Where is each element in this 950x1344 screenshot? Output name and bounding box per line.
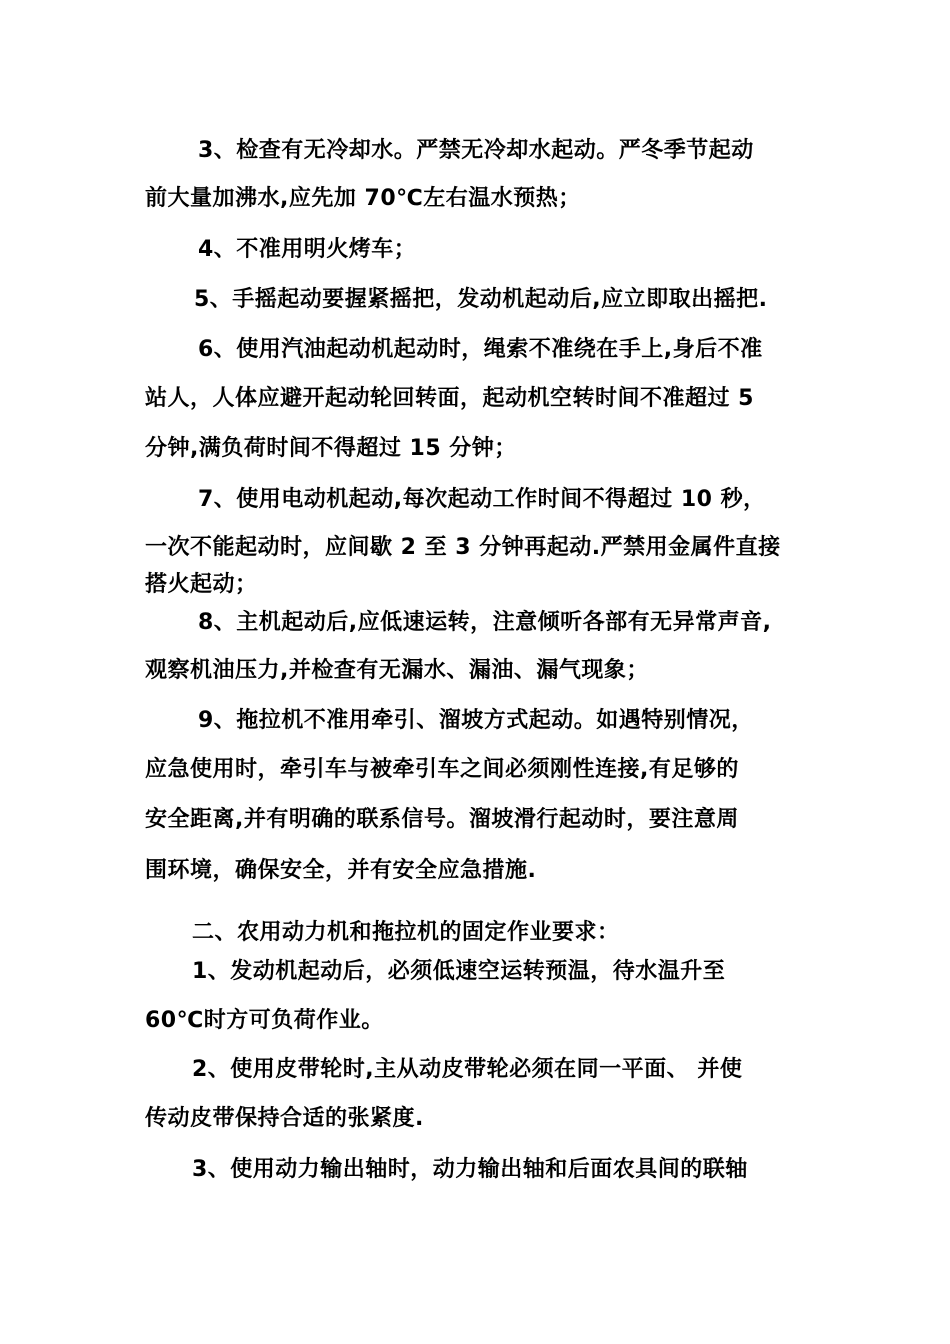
text-line: 观察机油压力,并检查有无漏水、漏油、漏气现象； xyxy=(145,658,649,683)
text-line: 站人，人体应避开起动轮回转面，起动机空转时间不准超过 5 xyxy=(145,386,754,411)
text-line: 安全距离,并有明确的联系信号。溜坡滑行起动时，要注意周 xyxy=(145,807,739,832)
text-line: 3、检查有无冷却水。严禁无冷却水起动。严冬季节起动 xyxy=(198,138,754,163)
text-line: 传动皮带保持合适的张紧度. xyxy=(145,1106,424,1131)
text-line: 前大量加沸水,应先加 70℃左右温水预热； xyxy=(145,186,581,211)
text-line: 分钟,满负荷时间不得超过 15 分钟； xyxy=(145,436,517,461)
text-line: 4、不准用明火烤车； xyxy=(198,237,417,262)
text-line: 围环境，确保安全，并有安全应急措施. xyxy=(145,858,537,883)
text-line: 60℃时方可负荷作业。 xyxy=(145,1008,384,1033)
text-line: 3、使用动力输出轴时，动力输出轴和后面农具间的联轴 xyxy=(192,1157,748,1182)
section-heading: 二、农用动力机和拖拉机的固定作业要求： xyxy=(192,920,620,945)
text-line: 1、发动机起动后，必须低速空运转预温，待水温升至 xyxy=(192,959,726,984)
text-line: 7、使用电动机起动,每次起动工作时间不得超过 10 秒， xyxy=(198,487,766,512)
text-line: 9、拖拉机不准用牵引、溜坡方式起动。如遇特别情况， xyxy=(198,708,754,733)
text-line: 2、使用皮带轮时,主从动皮带轮必须在同一平面、 并使 xyxy=(192,1057,743,1082)
text-line: 应急使用时，牵引车与被牵引车之间必须刚性连接,有足够的 xyxy=(145,757,739,782)
text-line: 搭火起动； xyxy=(145,572,258,597)
text-line: 6、使用汽油起动机起动时，绳索不准绕在手上,身后不准 xyxy=(198,337,763,362)
text-line: 一次不能起动时，应间歇 2 至 3 分钟再起动.严禁用金属件直接 xyxy=(145,535,781,560)
text-line: 8、主机起动后,应低速运转，注意倾听各部有无异常声音, xyxy=(198,610,772,635)
text-line: 5、手摇起动要握紧摇把，发动机起动后,应立即取出摇把. xyxy=(194,287,768,312)
